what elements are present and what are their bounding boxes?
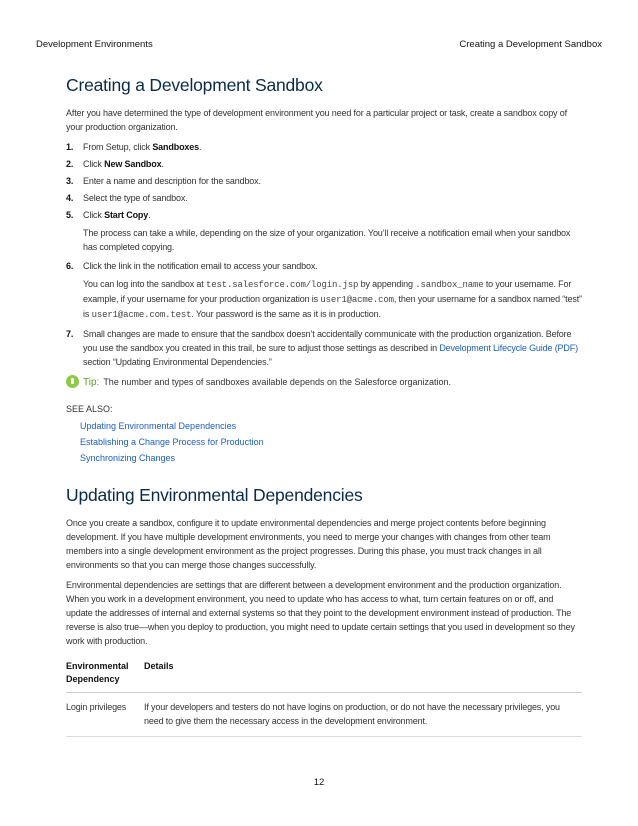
- step-text-end: .: [199, 142, 202, 152]
- step-note: [83, 277, 582, 322]
- step-text: From Setup, click: [83, 142, 153, 152]
- note-text: You can log into the sandbox at: [83, 279, 206, 289]
- step-number: 7.: [66, 329, 74, 339]
- step-number: 2.: [66, 159, 74, 169]
- section-title-creating-sandbox: Creating a Development Sandbox: [66, 75, 323, 95]
- step-text-end: .: [148, 210, 151, 220]
- step-text: Click the link in the notification email to access your sandbox.: [83, 261, 318, 271]
- step-note: The process can take a while, depending on the size of your organization. You’ll receive a notification email when your sandbox has completed copying.: [83, 228, 571, 252]
- table-row: [66, 693, 582, 737]
- tip-icon: [66, 375, 79, 388]
- see-also-link-change-process[interactable]: Establishing a Change Process for Production: [80, 437, 264, 447]
- step-item: [66, 140, 582, 154]
- ui-term: Start Copy: [104, 210, 149, 220]
- page-content: [66, 74, 582, 737]
- step-number: 4.: [66, 193, 74, 203]
- dev-lifecycle-guide-link[interactable]: Development Lifecycle Guide (PDF): [439, 343, 578, 353]
- step-text-end: section “Updating Environmental Dependencies.”: [83, 357, 272, 367]
- step-text: Enter a name and description for the sandbox.: [83, 176, 261, 186]
- step-number: 5.: [66, 210, 74, 220]
- tip-box: [66, 375, 582, 390]
- note-text: , then your username for a sandbox named “test” is: [83, 294, 582, 319]
- column-header-dependency: Environmental Dependency: [66, 654, 144, 693]
- section-title-env-dependencies: Updating Environmental Dependencies: [66, 485, 363, 505]
- step-text: Click: [83, 159, 105, 169]
- step-text: Select the type of sandbox.: [83, 193, 188, 203]
- see-also-link-env-dependencies[interactable]: Updating Environmental Dependencies: [80, 421, 237, 431]
- step-item: [66, 157, 582, 171]
- see-also-links: [66, 418, 582, 466]
- see-also-link-sync-changes[interactable]: Synchronizing Changes: [80, 453, 176, 463]
- note-text: to your username. For example, if your username for your production organization is: [83, 279, 572, 304]
- cell-dependency: Login privileges: [66, 693, 144, 737]
- code-prod-username: user1@acme.com: [320, 295, 394, 305]
- dependencies-table: [66, 654, 582, 737]
- step-item: [66, 327, 582, 369]
- page-number: 12: [313, 777, 325, 788]
- ui-term: New Sandbox: [104, 159, 162, 169]
- step-number: 3.: [66, 176, 74, 186]
- header-section-title: Creating a Development Sandbox: [459, 39, 602, 50]
- step-text: Click: [83, 210, 105, 220]
- note-text: by appending: [358, 279, 416, 289]
- tip-text: The number and types of sandboxes available depends on the Salesforce organization.: [103, 377, 452, 387]
- cell-details: If your developers and testers do not have logins on production, or do not have the necessary privileges, you need to give them the necessary access in the development environment.: [144, 693, 582, 737]
- section2-paragraph-2: Environmental dependencies are settings that are different between a development environment and the production organization. When you work in a development environment, you need to update who has access to what, turn certain features on or off, and update the addresses of internal and external systems so that they point to the development environment instead of production. The reverse is also true—when you deploy to production, you might need to update certain settings that you used in development so they work with production.: [66, 580, 575, 646]
- step-item: [66, 208, 582, 254]
- see-also-label: SEE ALSO:: [66, 404, 113, 414]
- step-number: 1.: [66, 142, 74, 152]
- code-sandbox-suffix: .sandbox_name: [415, 280, 484, 290]
- section2-paragraph-1: Once you create a sandbox, configure it to update environmental dependencies and merge project contents before beginning development. If you have multiple development environments, you need to merge your changes with changes from other team members into a single development environment as the project progresses. During this phase, you must track changes in all environments so that you can merge those changes successfully.: [66, 518, 551, 570]
- note-text: . Your password is the same as it is in production.: [191, 309, 381, 319]
- column-header-details: Details: [144, 654, 582, 693]
- step-item: [66, 191, 582, 205]
- code-login-url: test.salesforce.com/login.jsp: [205, 280, 359, 290]
- ui-term: Sandboxes: [152, 142, 199, 152]
- table-header-row: [66, 654, 582, 693]
- section-intro: After you have determined the type of development environment you need for a particular project or task, create a sandbox copy of your production organization.: [66, 108, 567, 132]
- tip-label: Tip:: [83, 377, 100, 388]
- step-text-end: .: [161, 159, 164, 169]
- steps-list: [66, 140, 582, 369]
- step-number: 6.: [66, 261, 74, 271]
- code-sandbox-username: user1@acme.com.test: [91, 310, 192, 320]
- page-header: [36, 39, 602, 53]
- header-chapter-title: Development Environments: [36, 39, 153, 50]
- step-text: Small changes are made to ensure that the sandbox doesn’t accidentally communicate with the production organization. Before you use the sandbox you created in this trail, be sure to adjust those settings as described in: [83, 329, 572, 353]
- step-item: [66, 259, 582, 322]
- step-item: [66, 174, 582, 188]
